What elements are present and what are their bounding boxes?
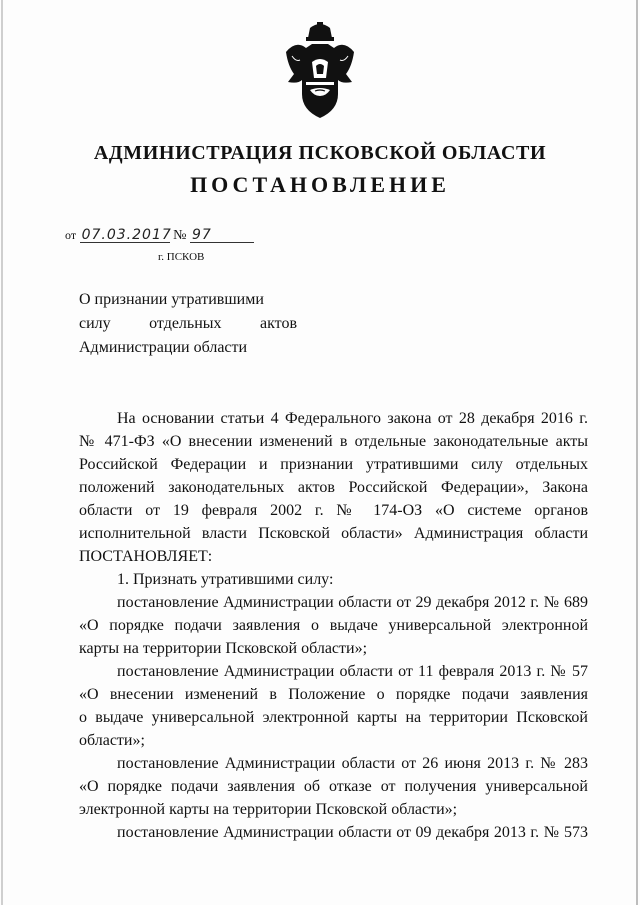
body-line: о выдаче универсальной электронной карты на территории Псковской <box>79 709 588 726</box>
organization-title: АДМИНИСТРАЦИЯ ПСКОВСКОЙ ОБЛАСТИ <box>93 142 547 164</box>
body-line: электронной карты на территории Псковской области»; <box>79 801 458 818</box>
body-line: карты на территории Псковской области»; <box>79 640 368 657</box>
body-line: постановление Администрации области от 11 февраля 2013 г. № 57 <box>117 663 588 680</box>
document-body <box>79 407 588 844</box>
body-line: Российской Федерации и признании утратившими силу отдельных <box>79 456 588 473</box>
body-line: постановление Администрации области от 09 декабря 2013 г. № 573 <box>117 824 588 841</box>
date-number-line <box>65 228 254 244</box>
date-prefix: от <box>65 228 77 242</box>
handwritten-number: 97 <box>190 228 254 243</box>
body-line: ПОСТАНОВЛЯЕТ: <box>79 548 213 565</box>
body-line: постановление Администрации области от 26 июня 2013 г. № 283 <box>117 755 588 772</box>
city-label: г. ПСКОВ <box>158 251 205 263</box>
scan-edge-left <box>1 0 3 905</box>
body-line: № 471-ФЗ «О внесении изменений в отдельные законодательные акты <box>79 433 588 450</box>
subject-line: Администрации области <box>79 339 248 356</box>
body-line: области от 19 февраля 2002 г. № 174-ОЗ «О системе органов <box>79 502 588 519</box>
subject-line: силу отдельных актов <box>79 315 297 332</box>
pskov-coat-of-arms-icon <box>282 22 358 120</box>
body-line: исполнительной власти Псковской области» Администрация области <box>79 525 588 542</box>
body-line: «О внесении изменений в Положение о порядке подачи заявления <box>79 686 588 703</box>
document-subject <box>79 288 297 360</box>
body-line: «О порядке подачи заявления о выдаче универсальной электронной <box>79 617 588 634</box>
scan-edge-right <box>636 0 638 905</box>
item-heading: 1. Признать утратившими силу: <box>117 571 334 588</box>
body-line: области»; <box>79 732 145 749</box>
body-line: «О порядке подачи заявления об отказе от получения универсальной <box>79 778 588 795</box>
document-type-title: ПОСТАНОВЛЕНИЕ <box>190 172 450 197</box>
handwritten-date: 07.03.2017 <box>81 227 172 243</box>
subject-line: О признании утратившими <box>79 291 264 308</box>
body-line: постановление Администрации области от 29 декабря 2012 г. № 689 <box>117 594 588 611</box>
number-prefix: № <box>173 228 187 243</box>
body-line: положений законодательных актов Российской Федерации», Закона <box>79 479 588 496</box>
body-line: На основании статьи 4 Федерального закона от 28 декабря 2016 г. <box>117 410 588 427</box>
